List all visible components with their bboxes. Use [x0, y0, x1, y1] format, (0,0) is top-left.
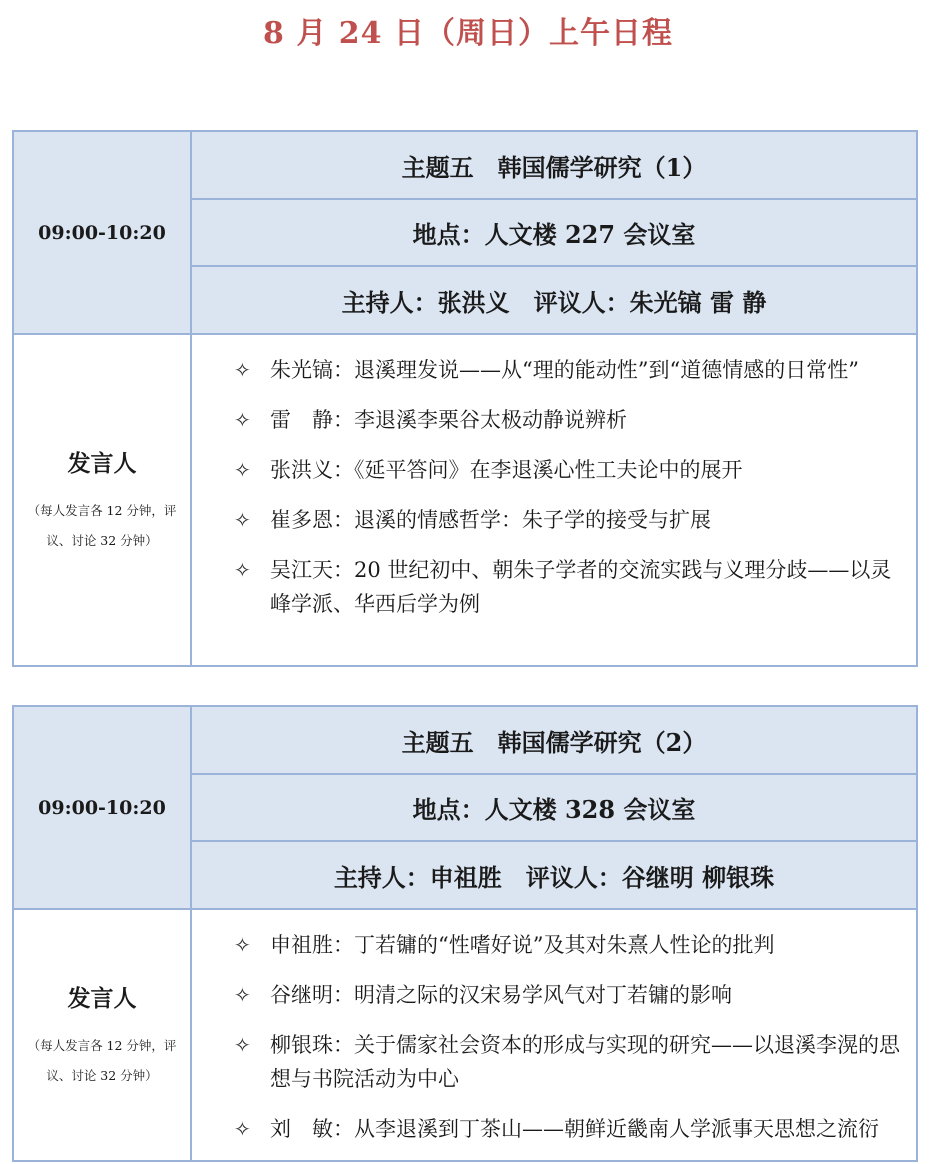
talk-text: 张洪义：《延平答问》在李退溪心性工夫论中的展开 — [270, 458, 743, 482]
diamond-star-icon: ✧ — [234, 508, 251, 532]
session-venue: 地点：人文楼 328 会议室 — [191, 774, 916, 841]
talk-text: 柳银珠：关于儒家社会资本的形成与实现的研究——以退溪李滉的思想与书院活动为中心 — [270, 1033, 900, 1091]
session-venue: 地点：人文楼 227 会议室 — [191, 199, 916, 266]
speaker-cell — [14, 909, 191, 1160]
talk-item — [234, 453, 910, 487]
talks-cell — [191, 909, 916, 1160]
talk-item — [234, 928, 910, 962]
speaker-note: （每人发言各 12 分钟，评议、讨论 32 分钟） — [27, 502, 177, 548]
diamond-star-icon: ✧ — [234, 408, 251, 432]
diamond-star-icon: ✧ — [234, 358, 251, 382]
diamond-star-icon: ✧ — [234, 933, 251, 957]
talk-item — [234, 553, 910, 621]
talks-cell — [191, 334, 916, 665]
speaker-note: （每人发言各 12 分钟，评议、讨论 32 分钟） — [27, 1037, 177, 1083]
session-theme: 主题五 韩国儒学研究（2） — [191, 707, 916, 774]
diamond-star-icon: ✧ — [234, 458, 251, 482]
diamond-star-icon: ✧ — [234, 1117, 251, 1141]
talk-text: 朱光镐：退溪理发说——从“理的能动性”到“道德情感的日常性” — [270, 358, 859, 382]
talk-text: 刘 敏：从李退溪到丁茶山——朝鲜近畿南人学派事天思想之流衍 — [270, 1117, 879, 1141]
talk-item — [234, 503, 910, 537]
page-title: 8 月 24 日（周日）上午日程 — [263, 16, 673, 51]
talk-item — [234, 353, 910, 387]
diamond-star-icon: ✧ — [234, 558, 251, 582]
talk-text: 吴江天：20 世纪初中、朝朱子学者的交流实践与义理分歧——以灵峰学派、华西后学为例 — [270, 558, 892, 616]
diamond-star-icon: ✧ — [234, 1033, 251, 1057]
session-table-1 — [12, 130, 918, 667]
talk-list — [192, 910, 916, 1160]
session-table-2 — [12, 705, 918, 1162]
session-time: 09:00-10:20 — [14, 707, 191, 909]
talk-item — [234, 978, 910, 1012]
talk-text: 雷 静：李退溪李栗谷太极动静说辨析 — [270, 408, 627, 432]
talk-item — [234, 1112, 910, 1146]
talk-text: 谷继明：明清之际的汉宋易学风气对丁若镛的影响 — [270, 983, 732, 1007]
talk-text: 崔多恩：退溪的情感哲学：朱子学的接受与扩展 — [270, 508, 711, 532]
speaker-label: 发言人 — [67, 984, 137, 1012]
session-theme: 主题五 韩国儒学研究（1） — [191, 132, 916, 199]
talk-text: 申祖胜：丁若镛的“性嗜好说”及其对朱熹人性论的批判 — [270, 933, 775, 957]
session-hosts: 主持人：张洪义 评议人：朱光镐 雷 静 — [191, 266, 916, 334]
speaker-label: 发言人 — [67, 449, 137, 477]
session-time: 09:00-10:20 — [14, 132, 191, 334]
talk-item — [234, 403, 910, 437]
diamond-star-icon: ✧ — [234, 983, 251, 1007]
talk-list — [192, 335, 916, 635]
talk-item — [234, 1028, 910, 1096]
speaker-cell — [14, 334, 191, 665]
session-hosts: 主持人：申祖胜 评议人：谷继明 柳银珠 — [191, 841, 916, 909]
